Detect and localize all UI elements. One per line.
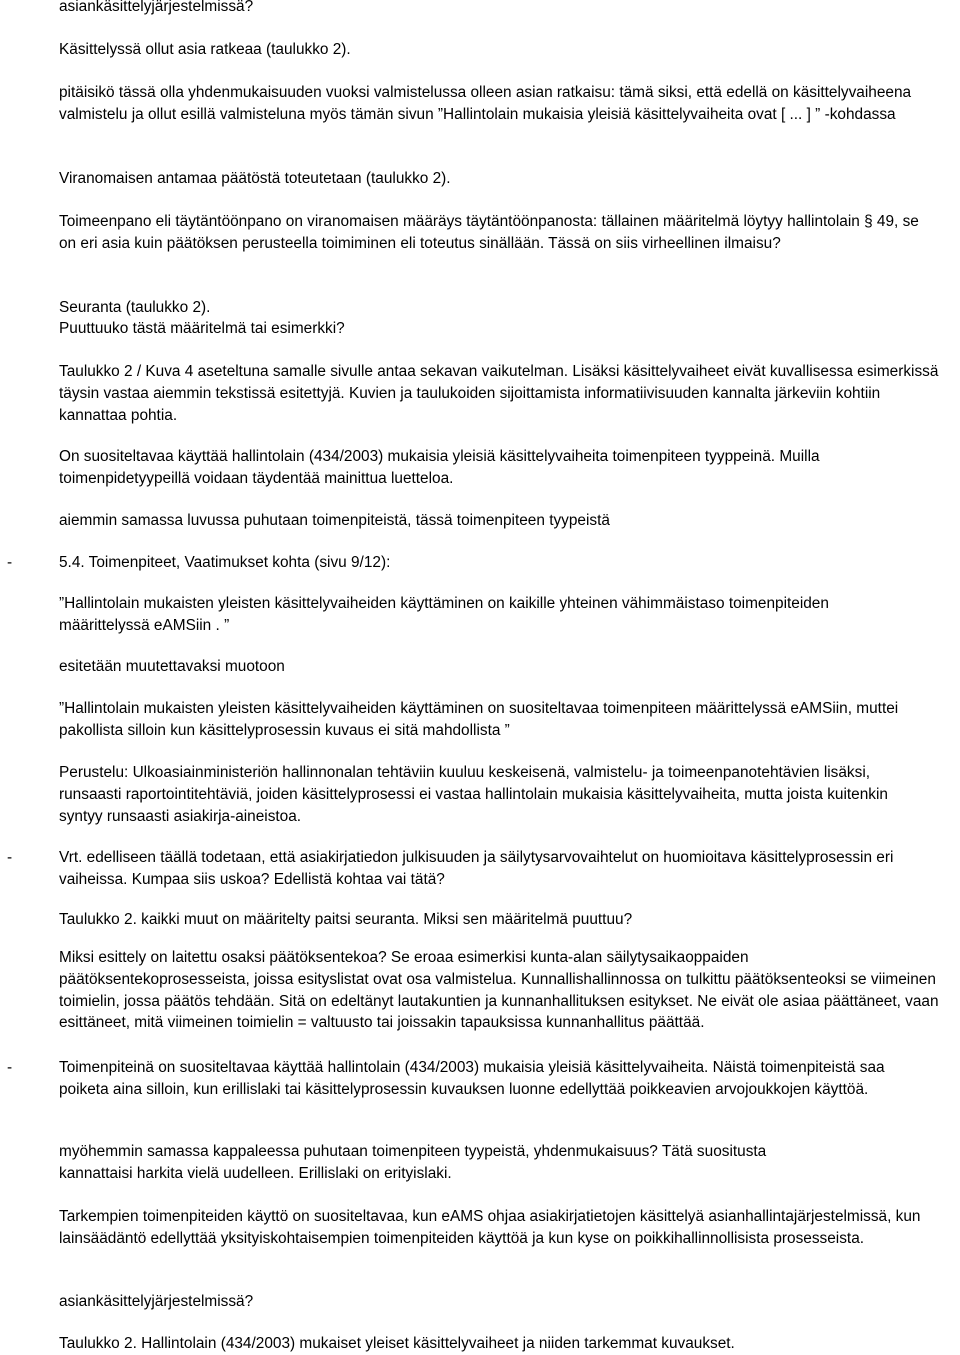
list-dash: -: [7, 849, 13, 866]
list-dash: -: [7, 1059, 13, 1076]
paragraph: On suositeltavaa käyttää hallintolain (434/2003) mukaisia yleisiä käsittelyvaiheita toimenpiteen tyyppeinä. Muilla toimenpidetyypeillä voidaan täydentää mainittua luetteloa.: [59, 448, 820, 487]
paragraph: asiankäsittelyjärjestelmissä?: [59, 1293, 254, 1310]
paragraph: Vrt. edelliseen täällä todetaan, että asiakirjatiedon julkisuuden ja säilytysarvovaihtelut on huomioitava käsittelyprosessin eri vaiheissa. Kumpaa siis uskoa? Edellistä kohtaa vai tätä?: [59, 849, 894, 888]
list-dash: -: [7, 554, 13, 571]
quoted-text: ”Hallintolain mukaisten yleisten käsittelyvaiheiden käyttäminen on kaikille yhteinen vähimmäistaso toimenpiteiden määrittelyssä eAMSiin . ”: [59, 595, 829, 634]
paragraph: Viranomaisen antamaa päätöstä toteutetaan (taulukko 2).: [59, 170, 451, 187]
paragraph: Käsittelyssä ollut asia ratkeaa (taulukko 2).: [59, 41, 351, 58]
table-caption: Taulukko 2. Hallintolain (434/2003) mukaiset yleiset käsittelyvaiheet ja niiden tarkemmat kuvaukset.: [59, 1335, 735, 1352]
paragraph: pitäisikö tässä olla yhdenmukaisuuden vuoksi valmistelussa olleen asian ratkaisu: tämä siksi, että edellä on käsittelyvaiheena valmistelu ja ollut esillä valmisteluna myös tämän sivun ”Hallintolain mukaisia yleisiä käsittelyvaiheita ovat [ ... ] ” -kohdassa: [59, 84, 912, 123]
heading-seuranta: Seuranta (taulukko 2).: [59, 299, 211, 316]
paragraph: Taulukko 2 / Kuva 4 aseteltuna samalle sivulle antaa sekavan vaikutelman. Lisäksi käsittelyvaiheet eivät kuvallisessa esimerkissä täysin vastaa aiemmin tekstissä esitettyjä. Kuvien ja taulukoiden sijoittamista informatiivisuuden kannalta järkeviin kohtiin kannattaa pohtia.: [59, 363, 939, 424]
paragraph: aiemmin samassa luvussa puhutaan toimenpiteistä, tässä toimenpiteen tyypeistä: [59, 512, 610, 529]
quoted-text: ”Hallintolain mukaisten yleisten käsittelyvaiheiden käyttäminen on suositeltavaa toimenpiteen määrittelyssä eAMSiin, muttei pakollista silloin kun käsittelyprosessin kuvaus ei sitä mahdollista ”: [59, 700, 899, 739]
paragraph: Toimenpiteinä on suositeltavaa käyttää hallintolain (434/2003) mukaisia yleisiä käsittelyvaiheita. Näistä toimenpiteistä saa poiketa aina silloin, kun erillislaki tai käsittelyprosessin kuvauksen luonne edellyttää poikkeavien arvojoukkojen käyttöä.: [59, 1059, 885, 1098]
paragraph: Taulukko 2. kaikki muut on määritelty paitsi seuranta. Miksi sen määritelmä puuttuu?: [59, 911, 633, 928]
paragraph: esitetään muutettavaksi muotoon: [59, 658, 285, 675]
question-line: Puuttuuko tästä määritelmä tai esimerkki?: [59, 320, 345, 337]
section-reference: 5.4. Toimenpiteet, Vaatimukset kohta (sivu 9/12):: [59, 554, 391, 571]
paragraph: myöhemmin samassa kappaleessa puhutaan toimenpiteen tyypeistä, yhdenmukaisuus? Tätä suositusta kannattaisi harkita vielä uudelleen. Erillislaki on erityislaki.: [59, 1143, 767, 1182]
paragraph: Perustelu: Ulkoasiainministeriön hallinnonalan tehtäviin kuuluu keskeisenä, valmistelu- ja toimeenpanotehtävien lisäksi, runsaasti raportointitehtäviä, joiden käsittelyprosessi ei vastaa hallintolain mukaisia käsittelyvaiheita, mutta joista kuitenkin syntyy runsaasti asiakirja-aineistoa.: [59, 764, 888, 825]
paragraph: Toimeenpano eli täytäntöönpano on viranomaisen määräys täytäntöönpanosta: tällainen määritelmä löytyy hallintolain § 49, se on eri asia kuin päätöksen perusteella toimiminen eli toteutus sinällään. Tässä on siis virheellinen ilmaisu?: [59, 213, 919, 252]
paragraph: Miksi esittely on laitettu osaksi päätöksentekoa? Se eroaa esimerkisi kunta-alan säilytysaikaoppaiden päätöksentekoprosesseista, joissa esityslistat ovat osa valmistelua. Kunnallishallinnossa on tulkittu päätöksenteoksi se viimeinen toimielin, jossa päätös tehdään. Sitä on edeltänyt lautakuntien ja kunnanhallituksen esitykset. Ne eivät ole asiaa päättäneet, vaan esittäneet, mitä viimeinen toimielin = valtuusto tai joissakin tapauksissa kunnanhallitus päättää.: [59, 949, 939, 1032]
paragraph: asiankäsittelyjärjestelmissä?: [59, 0, 254, 15]
paragraph: Tarkempien toimenpiteiden käyttö on suositeltavaa, kun eAMS ohjaa asiakirjatietojen käsittelyä asianhallintajärjestelmissä, kun lainsäädäntö edellyttää yksityiskohtaisempien toimenpiteiden käyttöä ja kun kyse on poikkihallinnollisista prosesseista.: [59, 1208, 921, 1247]
